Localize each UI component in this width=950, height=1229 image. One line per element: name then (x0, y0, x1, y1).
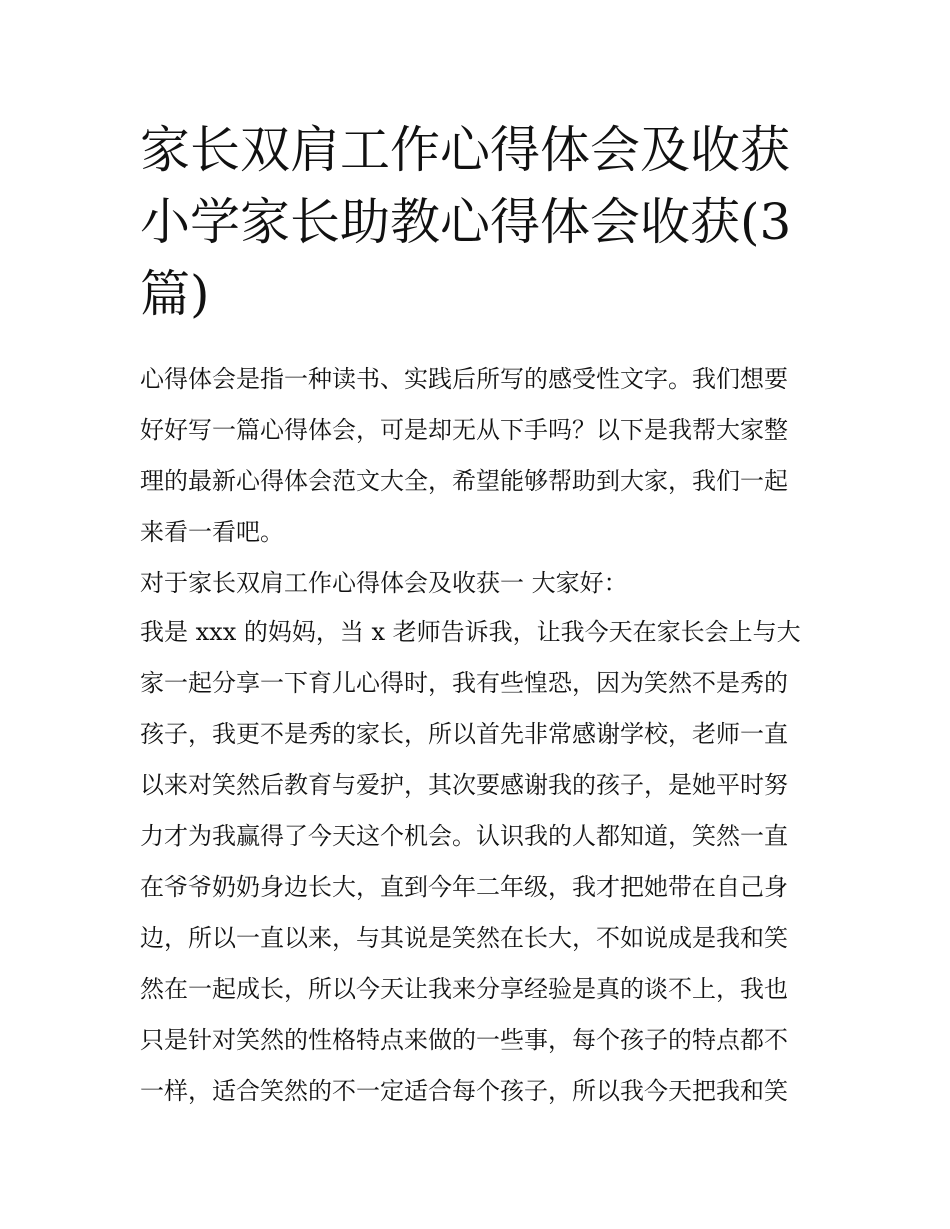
title-line: 篇) (140, 265, 210, 323)
text-line: 在爷爷奶奶身边长大，直到今年二年级，我才把她带在自己身 (140, 873, 788, 901)
text-line: 家一起分享一下育儿心得时，我有些惶恐，因为笑然不是秀的 (140, 669, 788, 697)
text-line: 力才为我赢得了今天这个机会。认识我的人都知道，笑然一直 (140, 822, 788, 850)
intro-paragraph (140, 354, 820, 558)
text-line: 孩子，我更不是秀的家长，所以首先非常感谢学校，老师一直 (140, 720, 788, 748)
text-line: 然在一起成长，所以今天让我来分享经验是真的谈不上，我也 (140, 975, 788, 1003)
text-line: 好好写一篇心得体会，可是却无从下手吗？以下是我帮大家整 (140, 416, 788, 444)
section-heading (140, 558, 820, 609)
text-line: 边，所以一直以来，与其说是笑然在长大，不如说成是我和笑 (140, 924, 788, 952)
title-line: 家长双肩工作心得体会及收获 (140, 121, 790, 179)
text-line: 以来对笑然后教育与爱护，其次要感谢我的孩子，是她平时努 (140, 771, 788, 799)
text-line: 我是 xxx 的妈妈，当 x 老师告诉我，让我今天在家长会上与大 (140, 618, 801, 646)
title-line: 小学家长助教心得体会收获(3 (140, 193, 792, 251)
body-paragraph (140, 607, 820, 1117)
text-line: 对于家长双肩工作心得体会及收获一 大家好： (140, 569, 628, 597)
text-line: 理的最新心得体会范文大全，希望能够帮助到大家，我们一起 (140, 467, 788, 495)
document-title (140, 114, 820, 330)
text-line: 来看一看吧。 (140, 518, 284, 546)
text-line: 只是针对笑然的性格特点来做的一些事，每个孩子的特点都不 (140, 1026, 788, 1054)
text-line: 一样，适合笑然的不一定适合每个孩子，所以我今天把我和笑 (140, 1077, 788, 1105)
text-line: 心得体会是指一种读书、实践后所写的感受性文字。我们想要 (140, 365, 788, 393)
